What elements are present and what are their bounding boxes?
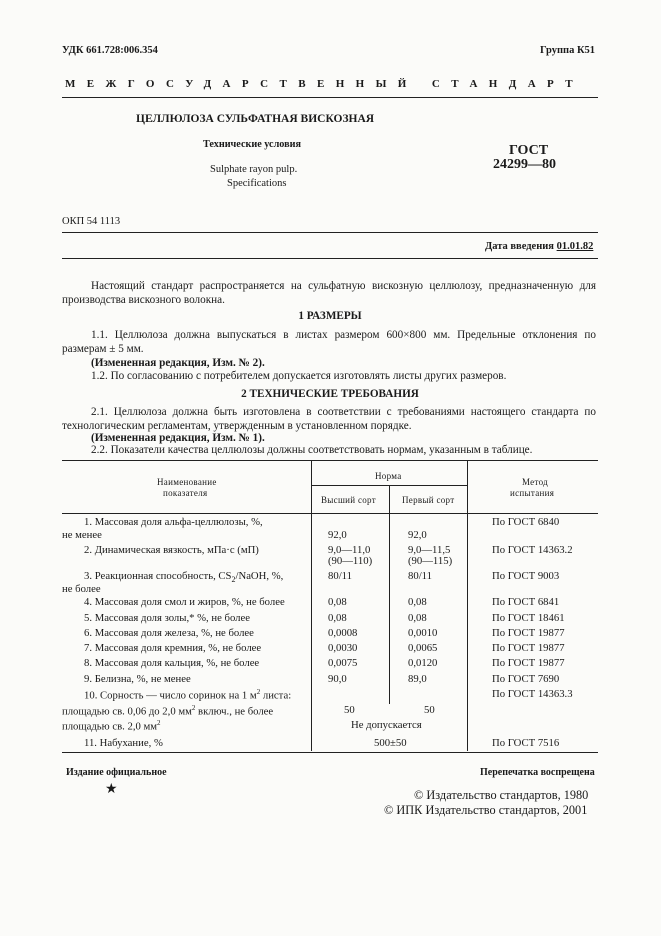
okp-code: ОКП 54 1113 — [62, 216, 121, 227]
copyright-2001: © ИПК Издательство стандартов, 2001 — [384, 803, 588, 817]
table-cell-method: По ГОСТ 6841 — [492, 596, 560, 608]
row-name-part: площадью св. 2,0 мм — [62, 720, 158, 733]
table-bottom-border — [62, 752, 598, 753]
table-cell-first: 9,0—11,5 — [408, 544, 451, 556]
row-name-part: включ., не более — [195, 705, 274, 718]
table-cell-method: По ГОСТ 14363.3 — [492, 688, 573, 700]
gost-number: 24299—80 — [493, 157, 556, 172]
paragraph-1-2: 1.2. По согласованию с потребителем допускается изготовлять листы других размеров. — [91, 370, 507, 382]
table-row-name: 8. Массовая доля кальция, %, не более — [84, 657, 260, 669]
english-title-line2: Specifications — [227, 178, 287, 189]
table-cell-top: 9,0—11,0 — [328, 544, 371, 556]
table-cell-method: По ГОСТ 7516 — [492, 737, 560, 749]
table-cell-merged: Не допускается — [351, 719, 422, 731]
table-cell-method: По ГОСТ 19877 — [492, 627, 565, 639]
table-row-name: 2. Динамическая вязкость, мПа·с (мП) — [84, 544, 259, 556]
column-divider — [467, 461, 468, 751]
table-row-name — [84, 570, 283, 584]
column-divider — [311, 461, 312, 751]
doc-title: ЦЕЛЛЮЛОЗА СУЛЬФАТНАЯ ВИСКОЗНАЯ — [136, 113, 375, 125]
table-cell-top: 0,08 — [328, 612, 347, 624]
amendment-note-2: (Измененная редакция, Изм. № 2). — [91, 357, 265, 369]
reprint-notice: Перепечатка воспрещена — [480, 767, 595, 778]
intro-date-label: Дата введения — [485, 241, 554, 252]
table-row-name: 9. Белизна, %, не менее — [84, 673, 191, 685]
table-cell-method: По ГОСТ 6840 — [492, 516, 560, 528]
table-cell-method: По ГОСТ 7690 — [492, 673, 560, 685]
header-rule — [62, 97, 598, 98]
table-cell-top-alt: (90—110) — [328, 555, 373, 567]
row-name-part: /NaOH, %, — [235, 570, 284, 582]
header-name-line2: показателя — [163, 488, 208, 498]
header-method-line2: испытания — [510, 488, 555, 498]
table-top-border — [62, 460, 598, 461]
header-method-line1: Метод — [522, 477, 549, 487]
table-cell-method: По ГОСТ 18461 — [492, 612, 565, 624]
table-row-name: 4. Массовая доля смол и жиров, %, не более — [84, 596, 285, 608]
subscript: 2 — [231, 575, 236, 585]
intro-date — [485, 241, 593, 252]
table-cell-first: 0,0120 — [408, 657, 438, 669]
star-icon: ★ — [105, 782, 118, 797]
table-row-name: 7. Массовая доля кремния, %, не более — [84, 642, 262, 654]
table-row-name-cont — [62, 704, 273, 718]
table-cell-first: 92,0 — [408, 529, 427, 541]
table-row-name: 6. Массовая доля железа, %, не более — [84, 627, 254, 639]
table-cell-first: 0,08 — [408, 612, 427, 624]
table-cell-top: 90,0 — [328, 673, 347, 685]
table-row-name: 11. Набухание, % — [84, 737, 163, 749]
table-cell-top: 0,0030 — [328, 642, 358, 654]
superscript: 2 — [191, 704, 196, 712]
table-cell-first: 0,0010 — [408, 627, 438, 639]
table-cell-first: 0,0065 — [408, 642, 438, 654]
column-divider — [389, 486, 390, 704]
section-2-title: 2 ТЕХНИЧЕСКИЕ ТРЕБОВАНИЯ — [241, 388, 419, 400]
row-name-part: 3. Реакционная способность, CS — [84, 570, 232, 582]
table-cell-method: По ГОСТ 9003 — [492, 570, 560, 582]
amendment-note-1: (Измененная редакция, Изм. № 1). — [91, 432, 265, 444]
superscript: 2 — [157, 719, 161, 727]
row-name-part: листа: — [260, 689, 292, 702]
group-code: Группа К51 — [540, 45, 596, 56]
table-cell-first: 0,08 — [408, 596, 427, 608]
table-row-name: 1. Массовая доля альфа-целлюлозы, %, — [84, 516, 263, 528]
superscript: 2 — [256, 688, 261, 696]
udk-code: УДК 661.728:006.354 — [62, 45, 158, 56]
table-cell-method: По ГОСТ 19877 — [492, 642, 565, 654]
intro-date-value: 01.01.82 — [556, 241, 594, 252]
standard-banner: МЕЖГОСУДАРСТВЕННЫЙ СТАНДАРТ — [65, 78, 585, 90]
table-cell-first: 89,0 — [408, 673, 427, 685]
table-cell-top: 92,0 — [328, 529, 347, 541]
doc-subtitle: Технические условия — [203, 139, 302, 150]
table-cell-first: 50 — [424, 704, 435, 716]
table-head-border — [62, 513, 598, 514]
table-row-name: 5. Массовая доля золы,* %, не более — [84, 612, 250, 624]
official-edition: Издание официальное — [66, 767, 167, 778]
table-cell-top: 50 — [344, 704, 355, 716]
paragraph-1-1: 1.1. Целлюлоза должна выпускаться в листах размером 600×800 мм. Предельные отклонения по размерам ± 5 мм. — [62, 329, 596, 356]
row-name-part: площадью св. 0,06 до 2,0 мм — [62, 705, 192, 718]
row-name-part: 10. Сорность — число соринок на 1 м — [84, 689, 257, 702]
header-top-grade: Высший сорт — [321, 495, 376, 505]
header-first-grade: Первый сорт — [402, 495, 455, 505]
table-cell-method: По ГОСТ 19877 — [492, 657, 565, 669]
table-cell-first-alt: (90—115) — [408, 555, 453, 567]
date-rule — [62, 258, 598, 259]
table-cell-merged: 500±50 — [374, 737, 407, 749]
intro-paragraph: Настоящий стандарт распространяется на сульфатную вискозную целлюлозу, предназначенную для производства вискозного волокна. — [62, 280, 596, 307]
header-name-line1: Наименование — [157, 477, 217, 487]
header-norm: Норма — [375, 471, 402, 481]
english-title-line1: Sulphate rayon pulp. — [210, 164, 298, 175]
table-cell-top: 0,0008 — [328, 627, 358, 639]
paragraph-2-1: 2.1. Целлюлоза должна быть изготовлена в соответствии с требованиями настоящего стандарта по технологическим регламентам, утвержденным в установленном порядке. — [62, 406, 596, 433]
section-1-title: 1 РАЗМЕРЫ — [298, 310, 362, 322]
table-row-name — [84, 688, 291, 702]
title-rule — [62, 232, 598, 233]
table-cell-top: 80/11 — [328, 570, 352, 582]
table-cell-top: 0,0075 — [328, 657, 358, 669]
table-row-name-cont: не более — [62, 583, 101, 595]
gost-label: ГОСТ — [509, 143, 549, 158]
table-cell-top: 0,08 — [328, 596, 347, 608]
table-row-name-cont: не менее — [62, 529, 102, 541]
table-cell-method: По ГОСТ 14363.2 — [492, 544, 573, 556]
table-cell-first: 80/11 — [408, 570, 432, 582]
copyright-1980: © Издательство стандартов, 1980 — [414, 788, 589, 802]
paragraph-2-2: 2.2. Показатели качества целлюлозы должны соответствовать нормам, указанным в таблице. — [91, 444, 533, 456]
table-row-name-cont — [62, 719, 161, 733]
